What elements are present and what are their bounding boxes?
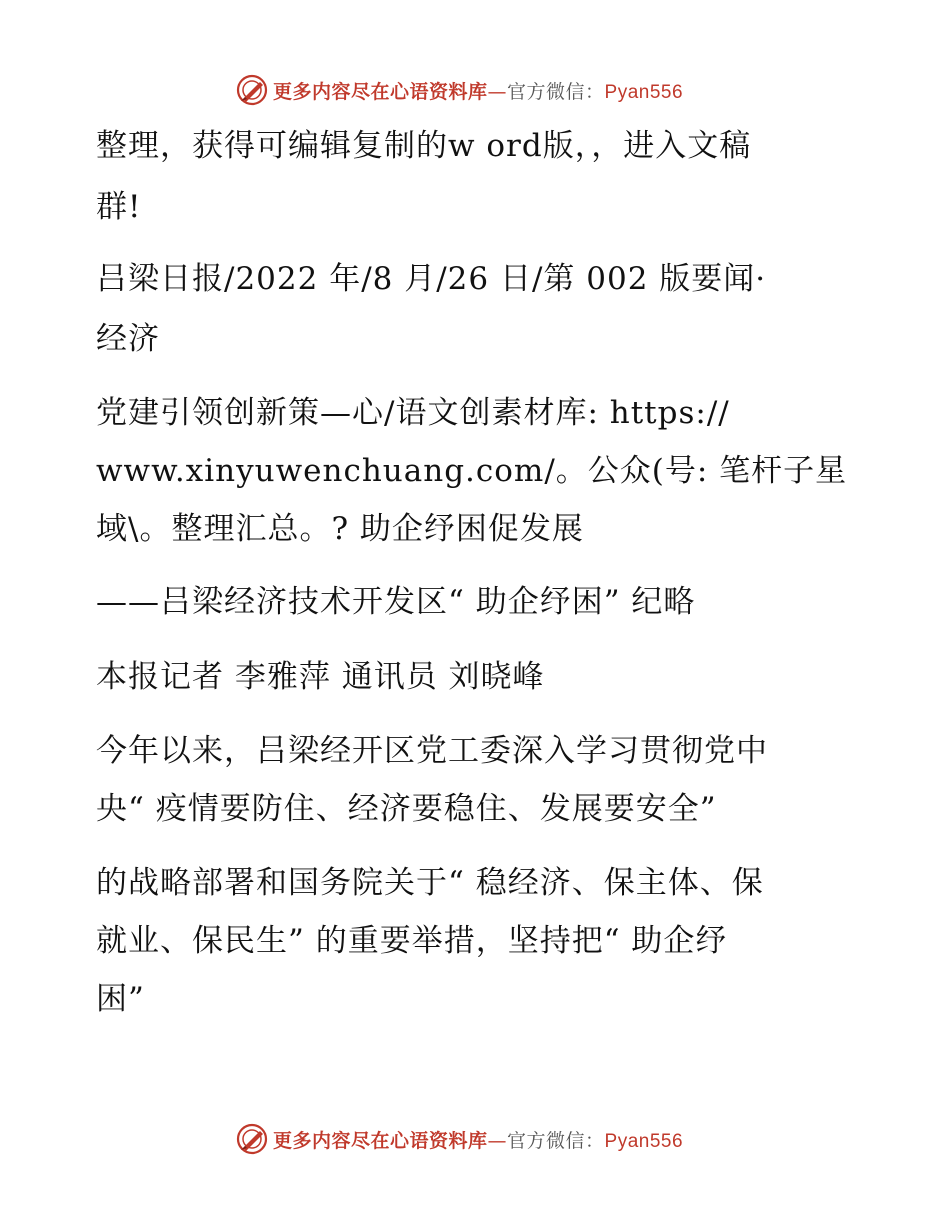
text-line: 今年以来，吕梁经开区党工委深入学习贯彻党中 <box>96 733 768 769</box>
banner-title: 更多内容尽在心语资料库 <box>273 1129 488 1152</box>
text-line: 域\。整理汇总。? 助企纾困促发展 <box>96 511 584 547</box>
banner-wechat-id: Pyan556 <box>604 81 684 103</box>
text-line: 就业、保民生” 的重要举措，坚持把“ 助企纾 <box>96 923 728 959</box>
text-line: 的战略部署和国务院关于“ 稳经济、保主体、保 <box>96 865 764 901</box>
banner-dash: — <box>487 1129 508 1152</box>
text-line: www.xinyuwenchuang.com/。公众(号: 笔杆子星 <box>96 453 848 489</box>
pen-logo-icon <box>236 74 268 106</box>
text-line: 整理，获得可编辑复制的w ord版，，进入文稿 <box>96 128 752 164</box>
banner-wechat-label: 官方微信： <box>507 1129 605 1152</box>
pen-logo-icon <box>236 1123 268 1155</box>
text-line: 本报记者 李雅萍 通讯员 刘晓峰 <box>96 659 545 695</box>
text-line: 吕梁日报/2022 年/8 月/26 日/第 002 版要闻· <box>96 261 767 297</box>
banner-title: 更多内容尽在心语资料库 <box>273 80 488 103</box>
text-line: 党建引领创新策—心/语文创素材库: https:// <box>96 395 730 431</box>
header-banner <box>236 73 683 107</box>
banner-text <box>273 1126 683 1153</box>
banner-wechat-id: Pyan556 <box>604 1130 684 1152</box>
text-line: 央“ 疫情要防住、经济要稳住、发展要安全” <box>96 791 717 827</box>
banner-text <box>273 77 683 104</box>
text-line: 群! <box>96 189 142 225</box>
text-line: 困” <box>96 981 145 1017</box>
text-line: 经济 <box>96 321 160 357</box>
footer-banner <box>236 1122 683 1156</box>
banner-dash: — <box>487 80 508 103</box>
text-line: ——吕梁经济技术开发区“ 助企纾困” 纪略 <box>96 584 696 620</box>
banner-wechat-label: 官方微信： <box>507 80 605 103</box>
